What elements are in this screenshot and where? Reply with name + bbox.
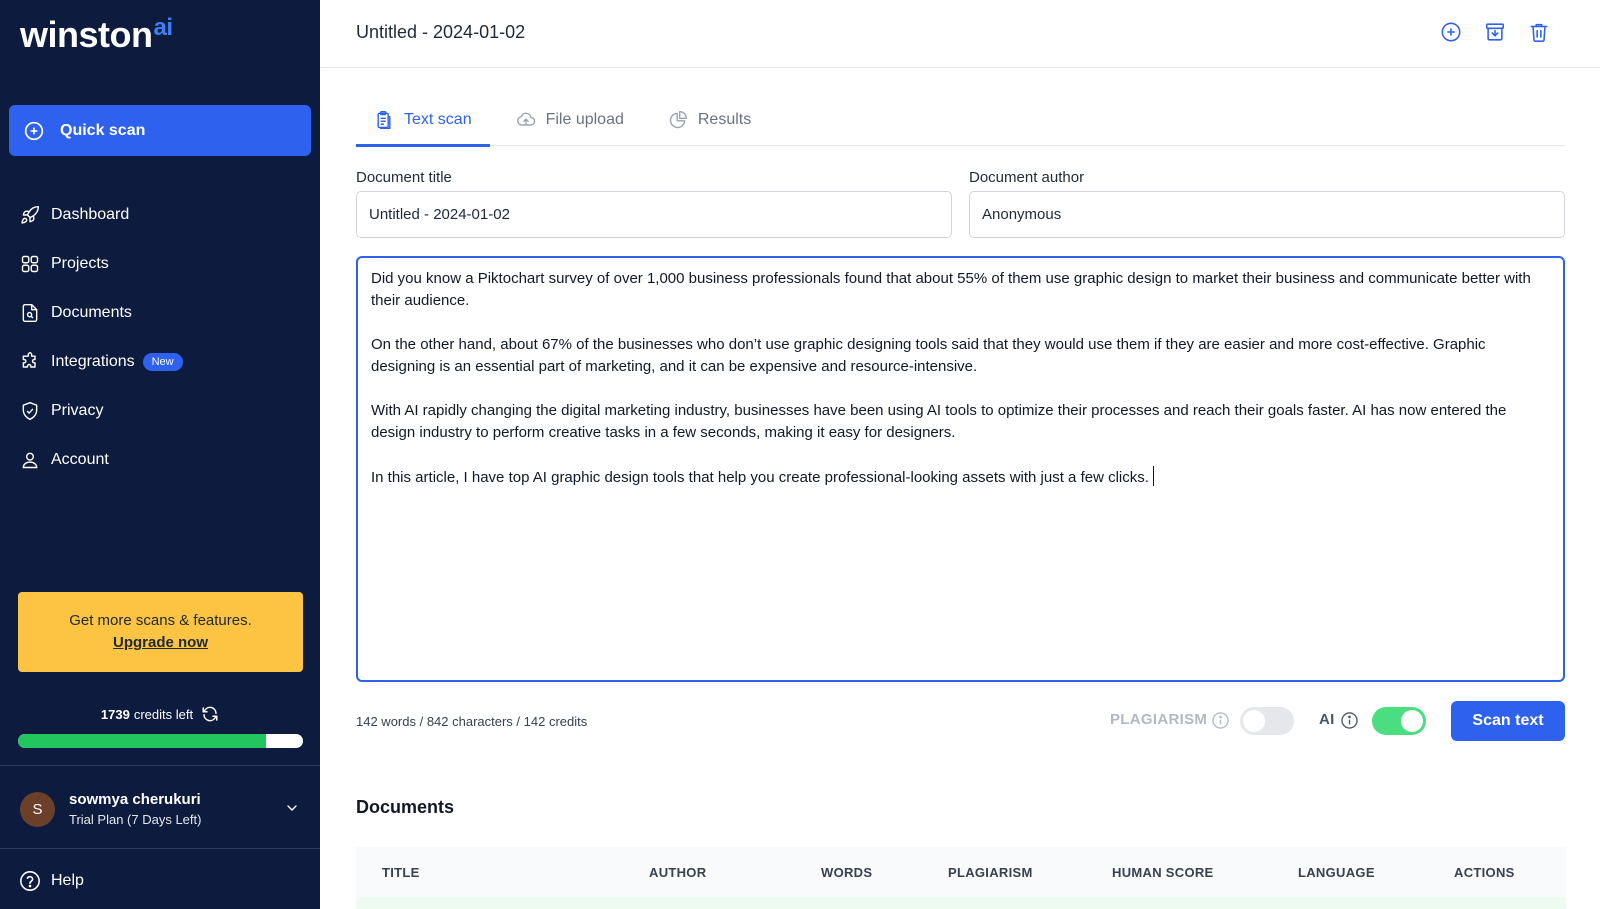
text-caret	[1153, 466, 1154, 486]
top-actions	[1440, 21, 1550, 43]
user-info	[69, 791, 201, 827]
quick-scan-button[interactable]	[9, 105, 311, 156]
shield-check-icon	[19, 400, 41, 422]
sidebar-nav	[0, 190, 320, 484]
upgrade-link[interactable]: Upgrade now	[112, 634, 208, 651]
table-row[interactable]	[356, 897, 1566, 909]
chevron-down-icon	[284, 800, 300, 816]
sidebar-item-account[interactable]	[0, 435, 320, 484]
document-title-label: Document title	[356, 169, 452, 186]
sidebar-item-label: Dashboard	[51, 205, 130, 223]
sidebar-item-privacy[interactable]	[0, 386, 320, 435]
sidebar-item-projects[interactable]	[0, 239, 320, 288]
scan-tabs	[356, 94, 1566, 146]
documents-heading: Documents	[356, 797, 455, 817]
column-header-human-score[interactable]: HUMAN SCORE	[1112, 865, 1214, 880]
editor-paragraph: On the other hand, about 67% of the businesses who don’t use graphic designing tools said that they would use them if they are easier and more cost-effective. Graphic designing is an essential part of marketing, and it can be expensive and resource-intensive.	[371, 336, 1486, 375]
user-plan: Trial Plan (7 Days Left)	[69, 812, 202, 827]
scan-text-button[interactable]: Scan text	[1451, 701, 1565, 741]
refresh-icon[interactable]	[201, 705, 219, 723]
column-header-words[interactable]: WORDS	[821, 865, 873, 880]
sidebar-item-label: Projects	[51, 254, 109, 272]
page-title: Untitled - 2024-01-02	[356, 22, 526, 42]
sidebar	[0, 0, 320, 909]
grid-icon	[19, 253, 41, 275]
info-icon[interactable]	[1340, 711, 1359, 730]
tab-label: Results	[697, 111, 752, 128]
user-icon	[19, 449, 41, 471]
sidebar-item-integrations[interactable]	[0, 337, 320, 386]
main-content	[320, 0, 1600, 909]
tab-file-upload[interactable]	[498, 94, 642, 146]
credits-progress-fill	[18, 734, 266, 748]
editor-paragraph: Did you know a Piktochart survey of over 1,000 business professionals found that about 55% of them use graphic design to market their business and communicate better with their audience.	[371, 270, 1531, 309]
editor-paragraph-last	[371, 466, 1550, 489]
divider	[0, 848, 320, 849]
logo-text: winston	[20, 14, 153, 55]
sidebar-item-label: Privacy	[51, 401, 104, 419]
sidebar-item-label: Integrations	[51, 352, 135, 370]
text-stats: 142 words / 842 characters / 142 credits	[356, 714, 588, 729]
documents-table-header	[356, 847, 1566, 897]
sidebar-item-documents[interactable]	[0, 288, 320, 337]
upgrade-banner	[18, 592, 303, 672]
top-bar	[320, 0, 1600, 68]
ai-toggle[interactable]	[1372, 707, 1426, 735]
divider	[0, 765, 320, 766]
tab-text-scan[interactable]	[356, 94, 490, 146]
rocket-icon	[19, 204, 41, 226]
sidebar-item-label: Documents	[51, 303, 132, 321]
help-link[interactable]	[0, 861, 320, 901]
sidebar-item-label: Account	[51, 450, 109, 468]
document-title-input[interactable]	[356, 191, 952, 238]
column-header-author[interactable]: AUTHOR	[649, 865, 707, 880]
text-scan-editor[interactable]	[356, 256, 1565, 682]
credits-suffix: credits left	[133, 706, 194, 722]
archive-icon[interactable]	[1484, 21, 1506, 43]
credits-readout	[0, 705, 320, 723]
document-icon	[19, 302, 41, 324]
puzzle-icon	[19, 351, 41, 373]
column-header-actions: ACTIONS	[1454, 865, 1515, 880]
tab-results[interactable]	[650, 94, 769, 146]
column-header-title[interactable]: TITLE	[382, 865, 420, 880]
credits-progress-bar	[18, 734, 303, 748]
plagiarism-label: PLAGIARISM	[1110, 711, 1208, 728]
avatar: S	[20, 792, 55, 827]
app-logo[interactable]	[20, 14, 173, 56]
help-label: Help	[51, 872, 84, 889]
toggle-knob	[1401, 710, 1423, 732]
editor-paragraph: With AI rapidly changing the digital marketing industry, businesses have been using AI tools to optimize their processes and reach their goals faster. AI has now entered the design industry to perform creative tasks in a few seconds, making it easy for designers.	[371, 402, 1507, 441]
add-circle-icon[interactable]	[1440, 21, 1462, 43]
document-author-input[interactable]	[969, 191, 1565, 238]
tab-label: File upload	[545, 111, 624, 128]
credits-count: 1739	[100, 706, 130, 722]
clipboard-icon	[374, 110, 394, 130]
upgrade-text: Get more scans & features.	[69, 612, 252, 629]
toggle-knob	[1243, 710, 1265, 732]
user-menu[interactable]	[0, 772, 320, 846]
quick-scan-label: Quick scan	[60, 121, 146, 139]
trash-icon[interactable]	[1528, 21, 1550, 43]
ai-label: AI	[1319, 711, 1335, 728]
editor-paragraph: In this article, I have top AI graphic design tools that help you create professional-looking assets with just a few clicks.	[371, 469, 1149, 486]
document-author-label: Document author	[969, 169, 1085, 186]
info-icon[interactable]	[1211, 711, 1230, 730]
column-header-language[interactable]: LANGUAGE	[1298, 865, 1375, 880]
tab-label: Text scan	[404, 111, 472, 128]
help-circle-icon	[19, 870, 41, 892]
new-badge: New	[143, 353, 183, 371]
sidebar-item-dashboard[interactable]	[0, 190, 320, 239]
pie-chart-icon	[668, 110, 688, 130]
plagiarism-toggle[interactable]	[1240, 707, 1294, 735]
user-name: sowmya cherukuri	[69, 791, 201, 808]
logo-suffix: ai	[153, 14, 173, 41]
cloud-upload-icon	[516, 110, 536, 130]
plus-circle-icon	[24, 121, 44, 141]
column-header-plagiarism[interactable]: PLAGIARISM	[948, 865, 1033, 880]
